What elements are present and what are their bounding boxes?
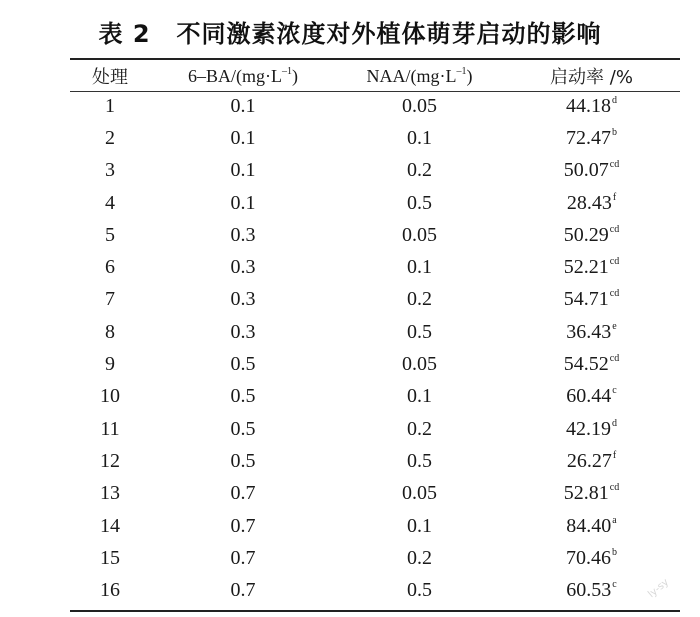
- cell-naa: 0.2: [407, 417, 432, 440]
- cell-naa: 0.5: [407, 579, 432, 602]
- data-table: [70, 62, 680, 607]
- cell-6ba: 0.7: [230, 546, 256, 569]
- cell-6ba: 0.1: [230, 191, 256, 214]
- cell-treatment: 5: [105, 223, 115, 246]
- rate-value: 26.27: [566, 449, 612, 472]
- cell-initiation-rate: [503, 155, 680, 187]
- top-rule: [70, 58, 680, 60]
- table-row: [70, 155, 680, 187]
- cell-treatment: 10: [100, 385, 120, 408]
- rate-value: 44.18: [566, 94, 611, 117]
- table-row: [70, 251, 680, 283]
- table-row: [70, 187, 680, 219]
- cell-6ba: 0.1: [230, 94, 256, 117]
- header-row: [70, 62, 680, 90]
- table-caption: [0, 14, 700, 49]
- cell-treatment: 8: [105, 320, 115, 343]
- cell-treatment: 3: [105, 159, 115, 182]
- cell-treatment: 7: [105, 288, 115, 311]
- table-row: [70, 510, 680, 542]
- cell-initiation-rate: [503, 413, 680, 445]
- header-treatment: 处理: [92, 67, 128, 88]
- cell-6ba: 0.5: [230, 385, 256, 408]
- cell-initiation-rate: [503, 381, 680, 413]
- significance-letter: f: [612, 191, 617, 203]
- cell-treatment: 15: [100, 546, 120, 569]
- rate-value: 52.81: [563, 482, 609, 505]
- previous-text-fragment: [0, 0, 700, 6]
- rate-value: 84.40: [566, 514, 612, 537]
- cell-6ba: 0.5: [230, 353, 256, 376]
- cell-initiation-rate: [503, 445, 680, 477]
- rate-value: 52.21: [563, 256, 609, 279]
- significance-letter: b: [612, 126, 617, 138]
- rate-value: 54.52: [563, 353, 609, 376]
- cell-6ba: 0.3: [230, 223, 256, 246]
- significance-letter: cd: [609, 159, 620, 171]
- table-title: 不同激素浓度对外植体萌芽启动的影响: [176, 20, 602, 48]
- cell-treatment: 4: [105, 191, 115, 214]
- significance-letter: cd: [609, 256, 620, 268]
- rate-value: 50.07: [563, 159, 609, 182]
- rate-value: 60.53: [566, 579, 612, 602]
- rate-value: 50.29: [563, 223, 609, 246]
- significance-letter: f: [612, 449, 617, 461]
- rate-value: 60.44: [566, 385, 612, 408]
- table-row: [70, 574, 680, 606]
- rate-value: 42.19: [566, 417, 611, 440]
- cell-naa: 0.2: [407, 546, 432, 569]
- table-row: [70, 478, 680, 510]
- cell-initiation-rate: [503, 122, 680, 154]
- cell-initiation-rate: [503, 90, 680, 122]
- cell-initiation-rate: [503, 348, 680, 380]
- rate-value: 36.43: [566, 320, 612, 343]
- table-row: [70, 348, 680, 380]
- header-naa-concentration: NAA/$(mg\cdot L^{-1})$: [366, 65, 473, 86]
- table-row: [70, 413, 680, 445]
- table-row: [70, 316, 680, 348]
- significance-letter: d: [612, 417, 617, 429]
- cell-6ba: 0.1: [230, 126, 256, 149]
- cell-6ba: 0.7: [230, 579, 256, 602]
- cell-6ba: 0.7: [230, 514, 256, 537]
- cell-initiation-rate: [503, 219, 680, 251]
- significance-letter: c: [612, 385, 617, 397]
- cell-treatment: 12: [100, 449, 120, 472]
- cell-naa: 0.5: [407, 191, 432, 214]
- cell-initiation-rate: [503, 251, 680, 283]
- cell-naa: 0.1: [407, 256, 432, 279]
- significance-letter: d: [612, 94, 617, 106]
- significance-letter: c: [612, 579, 617, 591]
- table-row: [70, 381, 680, 413]
- cell-initiation-rate: [503, 510, 680, 542]
- table-header: [70, 62, 680, 90]
- significance-letter: cd: [609, 482, 620, 494]
- cell-initiation-rate: [503, 542, 680, 574]
- cell-treatment: 1: [105, 94, 115, 117]
- table-row: [70, 122, 680, 154]
- cell-6ba: 0.5: [230, 417, 256, 440]
- cell-initiation-rate: [503, 284, 680, 316]
- significance-letter: cd: [609, 353, 620, 365]
- cell-treatment: 9: [105, 353, 115, 376]
- cell-initiation-rate: [503, 478, 680, 510]
- cell-naa: 0.05: [402, 353, 437, 376]
- cell-naa: 0.1: [407, 126, 432, 149]
- bottom-rule: [70, 610, 680, 612]
- cell-naa: 0.05: [402, 94, 437, 117]
- cell-naa: 0.5: [407, 320, 432, 343]
- cell-naa: 0.1: [407, 385, 432, 408]
- cell-naa: 0.05: [402, 482, 437, 505]
- header-initiation-rate: 启动率 /%: [550, 67, 633, 88]
- cell-6ba: 0.3: [230, 320, 256, 343]
- table-body: [70, 90, 680, 607]
- cell-naa: 0.5: [407, 449, 432, 472]
- cell-6ba: 0.5: [230, 449, 256, 472]
- cell-treatment: 2: [105, 126, 115, 149]
- cell-6ba: 0.1: [230, 159, 256, 182]
- cell-treatment: 14: [100, 514, 120, 537]
- significance-letter: a: [612, 514, 617, 526]
- rate-value: 70.46: [566, 546, 611, 569]
- cell-naa: 0.05: [402, 223, 437, 246]
- cell-initiation-rate: [503, 316, 680, 348]
- cell-treatment: 6: [105, 256, 115, 279]
- cell-naa: 0.2: [407, 159, 432, 182]
- cell-treatment: 16: [100, 579, 120, 602]
- cell-treatment: 13: [100, 482, 120, 505]
- rate-value: 72.47: [566, 126, 611, 149]
- watermark: ly-sy: [646, 576, 672, 601]
- significance-letter: e: [612, 320, 617, 332]
- table-row: [70, 219, 680, 251]
- table-row: [70, 542, 680, 574]
- table-number: 表 2: [98, 20, 151, 48]
- cell-naa: 0.1: [407, 514, 432, 537]
- cell-treatment: 11: [100, 417, 120, 440]
- rate-value: 54.71: [563, 288, 609, 311]
- cell-6ba: 0.7: [230, 482, 256, 505]
- significance-letter: cd: [609, 288, 620, 300]
- table-row: [70, 284, 680, 316]
- rate-value: 28.43: [566, 191, 612, 214]
- cell-initiation-rate: [503, 187, 680, 219]
- header-6ba-concentration: $6-BA/(mg\cdot L^{-1})$: [188, 65, 298, 86]
- cell-6ba: 0.3: [230, 256, 256, 279]
- cell-naa: 0.2: [407, 288, 432, 311]
- significance-letter: cd: [609, 223, 620, 235]
- table-row: [70, 90, 680, 122]
- cell-6ba: 0.3: [230, 288, 256, 311]
- table-row: [70, 445, 680, 477]
- significance-letter: b: [612, 546, 617, 558]
